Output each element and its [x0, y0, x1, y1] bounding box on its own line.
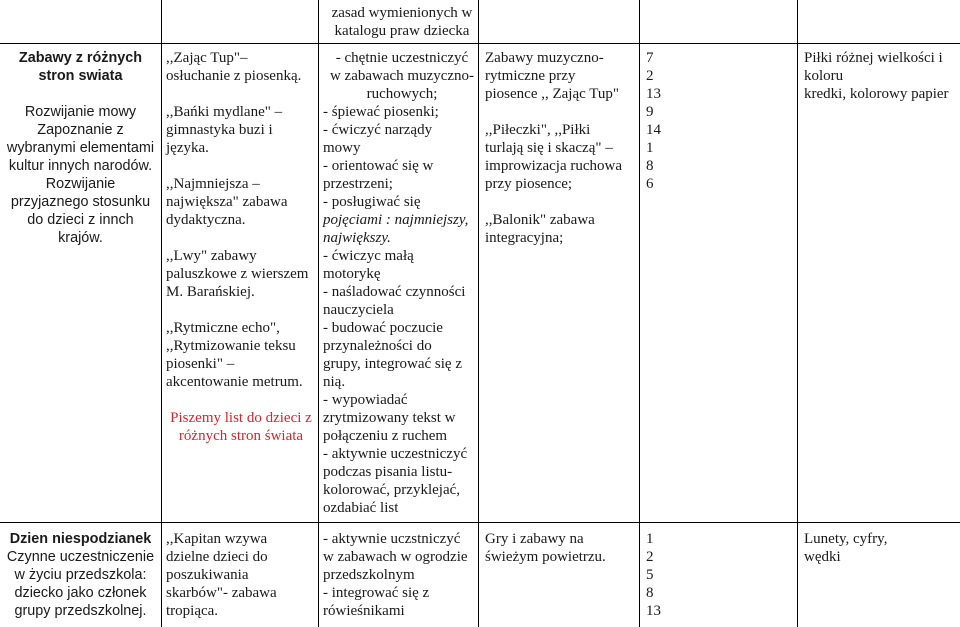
- goal-line: - posługiwać się: [323, 194, 421, 210]
- topic-line: Zapoznanie z: [37, 122, 124, 138]
- activity-line: ,,Rytmiczne echo",: [166, 320, 280, 336]
- topic-title: stron swiata: [38, 68, 123, 84]
- row-divider: [0, 522, 960, 523]
- row1-activities: [166, 49, 316, 445]
- method-line: improwizacja ruchowa: [485, 158, 623, 174]
- row-divider: [0, 43, 960, 44]
- activity-line: dydaktyczna.: [166, 212, 246, 228]
- row2-numbers: [646, 530, 796, 620]
- goal-line: - aktywnie uczestniczyć: [323, 446, 468, 462]
- row2-topic: [0, 530, 161, 620]
- goal-line: połączeniu z ruchem: [323, 428, 448, 444]
- number-value: 14: [646, 122, 661, 138]
- number-value: 6: [646, 176, 654, 192]
- goal-line: - naśladować czynności: [323, 284, 466, 300]
- activity-line: paluszkowe z wierszem: [166, 266, 309, 282]
- number-value: 2: [646, 68, 654, 84]
- number-value: 1: [646, 531, 654, 547]
- topic-line: przyjaznego stosunku: [10, 194, 151, 210]
- method-line: rytmiczne przy: [485, 68, 576, 84]
- goal-line: - ćwiczyc małą: [323, 248, 414, 264]
- row2-materials: [804, 530, 960, 566]
- goal-line: nauczyciela: [323, 302, 394, 318]
- activity-line: akcentowanie metrum.: [166, 374, 303, 390]
- method-line: ,,Piłeczki", ,,Piłki: [485, 122, 591, 138]
- number-value: 1: [646, 140, 654, 156]
- goal-line: przestrzeni;: [323, 176, 393, 192]
- method-line: przy piosence;: [485, 176, 573, 192]
- activity-line: ,,Najmniejsza –: [166, 176, 260, 192]
- top-row-col3: [323, 4, 481, 40]
- goal-line: podczas pisania listu-: [323, 464, 453, 480]
- row2-methods: [485, 530, 640, 566]
- method-line: Zabawy muzyczno-: [485, 50, 604, 66]
- goal-line: ozdabiać list: [323, 500, 399, 516]
- method-line: świeżym powietrzu.: [485, 549, 606, 565]
- topic-line: Czynne uczestniczenie: [6, 549, 155, 565]
- highlighted-activity: Piszemy list do dzieci z: [170, 410, 312, 426]
- goal-line: pojęciami : najmniejszy,: [323, 212, 469, 228]
- number-value: 13: [646, 603, 661, 619]
- method-line: piosence ,, Zając Tup": [485, 86, 620, 102]
- topic-line: do dzieci z innch: [27, 212, 134, 228]
- goal-line: największy.: [323, 230, 391, 246]
- goal-line: - integrować się z: [323, 585, 430, 601]
- row1-materials: [804, 49, 960, 103]
- column-divider: [161, 0, 162, 627]
- goal-line: mowy: [323, 140, 361, 156]
- text-line: katalogu praw dziecka: [334, 23, 470, 39]
- goal-line: - śpiewać piosenki;: [323, 104, 439, 120]
- goal-line: przynależności do: [323, 338, 432, 354]
- goal-line: kolorować, przyklejać,: [323, 482, 461, 498]
- activity-line: skarbów"- zabawa: [166, 585, 277, 601]
- activity-line: ,,Bańki mydlane" –: [166, 104, 283, 120]
- material-line: Piłki różnej wielkości i: [804, 50, 943, 66]
- number-value: 13: [646, 86, 661, 102]
- row1-numbers: [646, 49, 796, 193]
- activity-line: dzielne dzieci do: [166, 549, 268, 565]
- activity-line: języka.: [166, 140, 209, 156]
- topic-line: kultur innych narodów.: [8, 158, 153, 174]
- method-line: turlają się i skaczą" –: [485, 140, 613, 156]
- topic-line: Rozwijanie mowy: [24, 104, 137, 120]
- activity-line: M. Barańskiej.: [166, 284, 255, 300]
- goal-line: przedszkolnym: [323, 567, 415, 583]
- number-value: 8: [646, 158, 654, 174]
- method-line: ,,Balonik" zabawa: [485, 212, 595, 228]
- material-line: wędki: [804, 549, 841, 565]
- material-line: Lunety, cyfry,: [804, 531, 888, 547]
- topic-line: Rozwijanie: [45, 176, 116, 192]
- topic-line: w życiu przedszkola:: [14, 567, 147, 583]
- goal-line: w zabawach w ogrodzie: [323, 549, 468, 565]
- activity-line: ,,Lwy" zabawy: [166, 248, 257, 264]
- activity-line: ,,Zając Tup"–: [166, 50, 248, 66]
- activity-line: piosenki" –: [166, 356, 235, 372]
- topic-title: Zabawy z różnych: [18, 50, 143, 66]
- material-line: kredki, kolorowy papier: [804, 86, 949, 102]
- number-value: 2: [646, 549, 654, 565]
- goal-line: rówieśnikami: [323, 603, 405, 619]
- goal-line: grupy, integrować się z: [323, 356, 462, 372]
- topic-line: grupy przedszkolnej.: [14, 603, 147, 619]
- topic-line: dziecko jako członek: [14, 585, 147, 601]
- goal-line: - budować poczucie: [323, 320, 443, 336]
- activity-line: tropiąca.: [166, 603, 219, 619]
- row2-activities: [166, 530, 316, 620]
- goal-line: nią.: [323, 374, 346, 390]
- method-line: Gry i zabawy na: [485, 531, 584, 547]
- number-value: 7: [646, 50, 654, 66]
- number-value: 5: [646, 567, 654, 583]
- activity-line: największa" zabawa: [166, 194, 288, 210]
- goal-line: zrytmizowany tekst w: [323, 410, 456, 426]
- activity-line: poszukiwania: [166, 567, 249, 583]
- goal-line: - orientować się w: [323, 158, 434, 174]
- text-line: zasad wymienionych w: [331, 5, 473, 21]
- method-line: integracyjna;: [485, 230, 564, 246]
- column-divider: [318, 0, 319, 627]
- number-value: 8: [646, 585, 654, 601]
- goal-line: w zabawach muzyczno-: [329, 68, 475, 84]
- goal-line: - ćwiczyć narządy: [323, 122, 433, 138]
- activity-line: ,,Rytmizowanie teksu: [166, 338, 296, 354]
- topic-title: Dzien niespodzianek: [9, 531, 152, 547]
- row1-methods: [485, 49, 640, 247]
- activity-line: gimnastyka buzi i: [166, 122, 273, 138]
- topic-line: krajów.: [58, 230, 103, 246]
- goal-line: ruchowych;: [366, 86, 438, 102]
- activity-line: osłuchanie z piosenką.: [166, 68, 302, 84]
- activity-line: ,,Kapitan wzywa: [166, 531, 268, 547]
- row2-goals: [323, 530, 481, 620]
- goal-line: - chętnie uczestniczyć: [335, 50, 469, 66]
- highlighted-activity: różnych stron świata: [178, 428, 304, 444]
- material-line: koloru: [804, 68, 844, 84]
- number-value: 9: [646, 104, 654, 120]
- goal-line: - aktywnie uczstniczyć: [323, 531, 461, 547]
- row1-topic: [0, 49, 161, 247]
- topic-line: wybranymi elementami: [6, 140, 155, 156]
- goal-line: - wypowiadać: [323, 392, 408, 408]
- column-divider: [797, 0, 798, 627]
- row1-goals: [323, 49, 481, 517]
- goal-line: motorykę: [323, 266, 381, 282]
